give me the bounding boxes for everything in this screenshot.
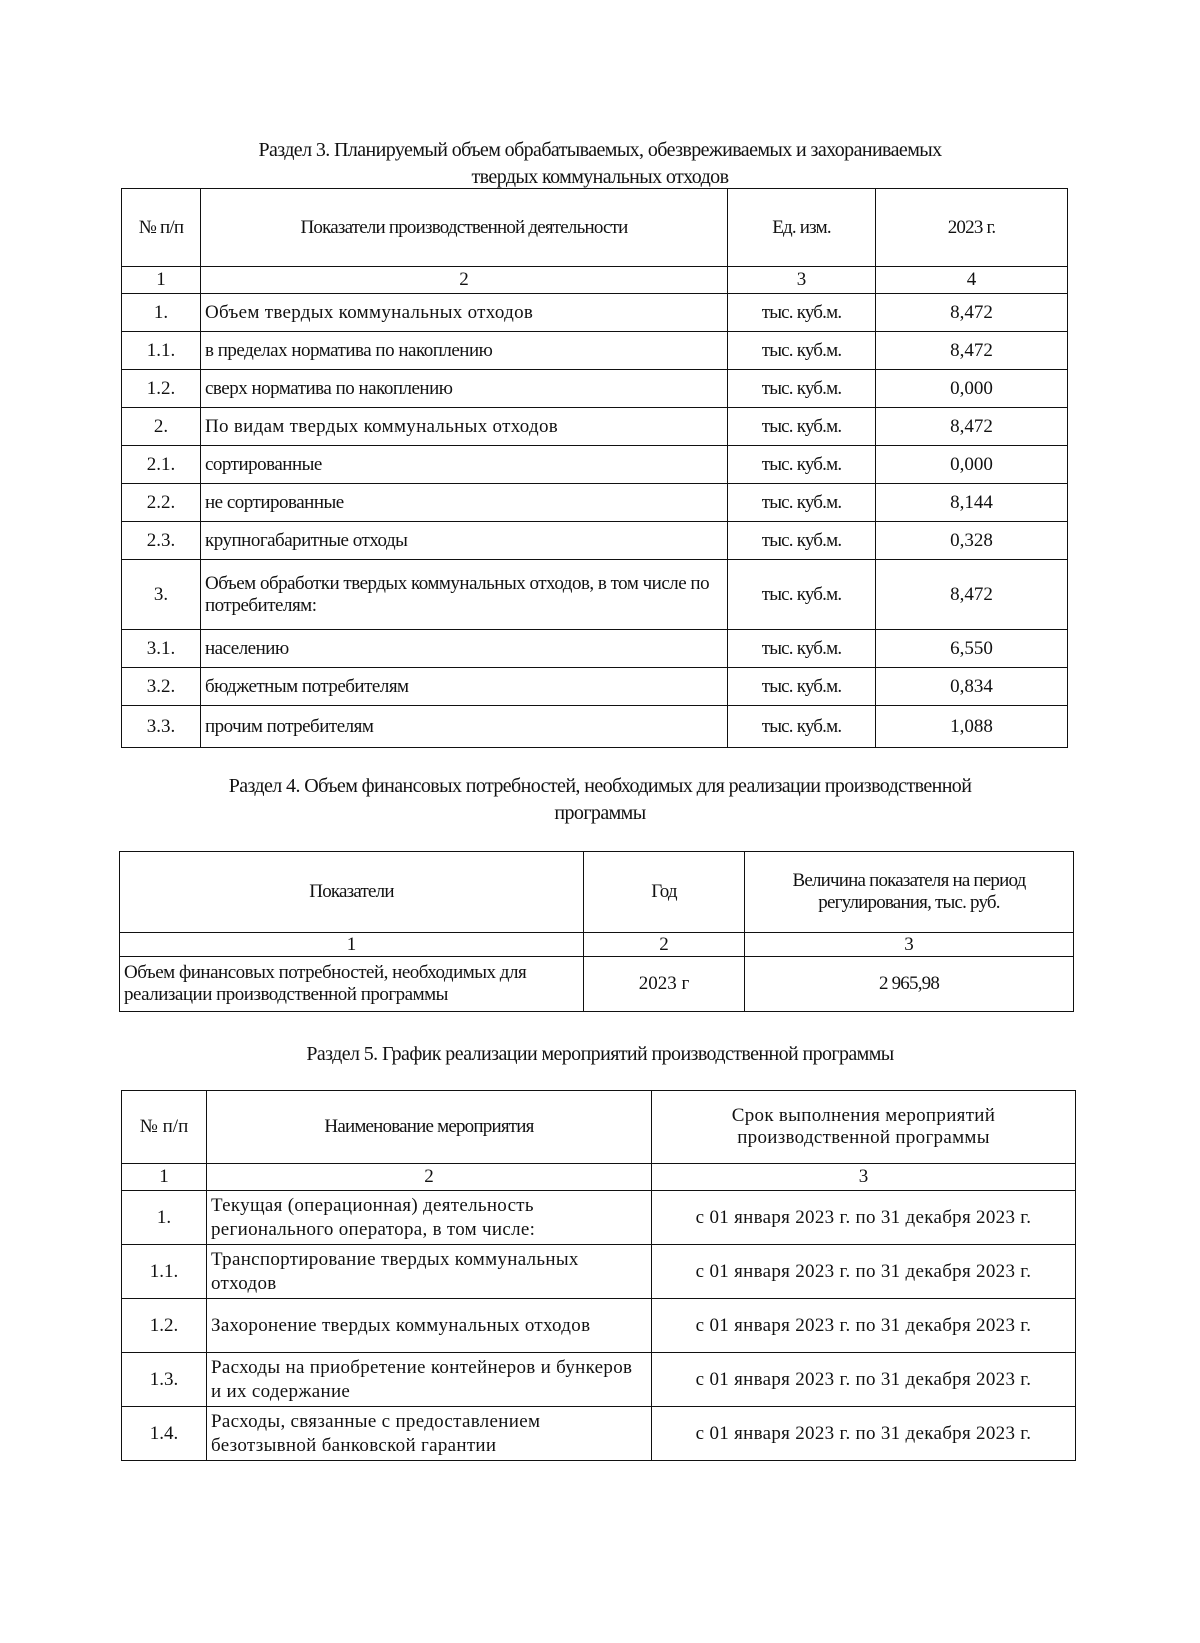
row-name: сверх норматива по накоплению (201, 370, 728, 408)
table-row (122, 1407, 1076, 1461)
header-row (122, 1091, 1076, 1164)
row-name: Объем финансовых потребностей, необходимых для реализации производственной программы (120, 957, 584, 1012)
row-term: с 01 января 2023 г. по 31 декабря 2023 г. (652, 1299, 1076, 1353)
row-unit: тыс. куб.м. (728, 408, 876, 446)
index-cell: 3 (745, 933, 1074, 957)
row-unit: тыс. куб.м. (728, 446, 876, 484)
table-row (122, 294, 1068, 332)
row-name: Объем обработки твердых коммунальных отходов, в том числе по потребителям: (201, 560, 728, 630)
section4-table (119, 851, 1074, 1012)
row-unit: тыс. куб.м. (728, 706, 876, 748)
row-number: 1.1. (122, 332, 201, 370)
row-unit: тыс. куб.м. (728, 522, 876, 560)
row-name: бюджетным потребителям (201, 668, 728, 706)
row-name: Расходы на приобретение контейнеров и бункеров и их содержание (207, 1353, 652, 1407)
row-number: 3.3. (122, 706, 201, 748)
index-cell: 1 (122, 1164, 207, 1191)
row-value: 0,328 (876, 522, 1068, 560)
section3-table (121, 188, 1068, 748)
name-header: Наименование мероприятия (207, 1091, 652, 1164)
year-header: 2023 г. (876, 189, 1068, 267)
row-term: с 01 января 2023 г. по 31 декабря 2023 г. (652, 1245, 1076, 1299)
index-cell: 3 (652, 1164, 1076, 1191)
section5-table (121, 1090, 1076, 1461)
indicator-header: Показатели (120, 852, 584, 933)
number-header: № п/п (122, 1091, 207, 1164)
index-cell: 2 (207, 1164, 652, 1191)
row-number: 1. (122, 294, 201, 332)
row-name: населению (201, 630, 728, 668)
row-number: 1.4. (122, 1407, 207, 1461)
row-number: 2.2. (122, 484, 201, 522)
index-row (122, 267, 1068, 294)
table-row (122, 484, 1068, 522)
index-cell: 3 (728, 267, 876, 294)
row-name: не сортированные (201, 484, 728, 522)
row-value: 6,550 (876, 630, 1068, 668)
section3-title-line2: твердых коммунальных отходов (471, 166, 729, 188)
row-number: 1.2. (122, 1299, 207, 1353)
row-term: с 01 января 2023 г. по 31 декабря 2023 г. (652, 1353, 1076, 1407)
row-term: с 01 января 2023 г. по 31 декабря 2023 г. (652, 1407, 1076, 1461)
index-cell: 2 (201, 267, 728, 294)
row-unit: тыс. куб.м. (728, 668, 876, 706)
row-name: Расходы, связанные с предоставлением безотзывной банковской гарантии (207, 1407, 652, 1461)
table-row (122, 446, 1068, 484)
table-row (122, 408, 1068, 446)
row-number: 2.1. (122, 446, 201, 484)
row-name: Транспортирование твердых коммунальных отходов (207, 1245, 652, 1299)
row-value: 0,834 (876, 668, 1068, 706)
table-row (122, 560, 1068, 630)
table-row (122, 668, 1068, 706)
index-cell: 1 (120, 933, 584, 957)
index-row (122, 1164, 1076, 1191)
value-header: Величина показателя на период регулирования, тыс. руб. (745, 852, 1074, 933)
section5-title: Раздел 5. График реализации мероприятий производственной программы (306, 1043, 894, 1065)
table-row (122, 630, 1068, 668)
row-name: Захоронение твердых коммунальных отходов (207, 1299, 652, 1353)
index-cell: 4 (876, 267, 1068, 294)
table-row (122, 706, 1068, 748)
table-row (122, 1353, 1076, 1407)
row-number: 3.1. (122, 630, 201, 668)
table-row (122, 332, 1068, 370)
index-cell: 1 (122, 267, 201, 294)
row-number: 3. (122, 560, 201, 630)
row-unit: тыс. куб.м. (728, 560, 876, 630)
header-row (120, 852, 1074, 933)
row-value: 0,000 (876, 446, 1068, 484)
table-row (122, 1245, 1076, 1299)
section3-title-line1: Раздел 3. Планируемый объем обрабатываемых, обезвреживаемых и захораниваемых (258, 139, 942, 161)
row-unit: тыс. куб.м. (728, 630, 876, 668)
row-number: 2. (122, 408, 201, 446)
row-value: 8,472 (876, 332, 1068, 370)
table-row (122, 370, 1068, 408)
unit-header: Ед. изм. (728, 189, 876, 267)
row-value: 8,472 (876, 294, 1068, 332)
table-row (122, 522, 1068, 560)
row-name: в пределах норматива по накоплению (201, 332, 728, 370)
row-name: По видам твердых коммунальных отходов (201, 408, 728, 446)
row-value: 1,088 (876, 706, 1068, 748)
section4-title-line2: программы (554, 802, 646, 824)
row-unit: тыс. куб.м. (728, 370, 876, 408)
row-name: сортированные (201, 446, 728, 484)
row-number: 3.2. (122, 668, 201, 706)
row-name: прочим потребителям (201, 706, 728, 748)
header-row (122, 189, 1068, 267)
table-row (122, 1299, 1076, 1353)
row-name: крупногабаритные отходы (201, 522, 728, 560)
row-name: Текущая (операционная) деятельность регионального оператора, в том числе: (207, 1191, 652, 1245)
section4-title-line1: Раздел 4. Объем финансовых потребностей, необходимых для реализации производственной (228, 775, 972, 797)
row-number: 1.3. (122, 1353, 207, 1407)
row-unit: тыс. куб.м. (728, 294, 876, 332)
row-value: 0,000 (876, 370, 1068, 408)
table-row (122, 1191, 1076, 1245)
index-cell: 2 (584, 933, 745, 957)
table-row (120, 957, 1074, 1012)
row-unit: тыс. куб.м. (728, 332, 876, 370)
term-header: Срок выполнения мероприятий производственной программы (652, 1091, 1076, 1164)
row-number: 2.3. (122, 522, 201, 560)
row-value: 8,472 (876, 408, 1068, 446)
row-number: 1.2. (122, 370, 201, 408)
indicator-header: Показатели производственной деятельности (201, 189, 728, 267)
row-value: 2 965,98 (745, 957, 1074, 1012)
row-unit: тыс. куб.м. (728, 484, 876, 522)
row-term: с 01 января 2023 г. по 31 декабря 2023 г. (652, 1191, 1076, 1245)
number-header: № п/п (122, 189, 201, 267)
row-value: 8,144 (876, 484, 1068, 522)
row-name: Объем твердых коммунальных отходов (201, 294, 728, 332)
year-header: Год (584, 852, 745, 933)
row-year: 2023 г (584, 957, 745, 1012)
row-number: 1.1. (122, 1245, 207, 1299)
index-row (120, 933, 1074, 957)
row-number: 1. (122, 1191, 207, 1245)
row-value: 8,472 (876, 560, 1068, 630)
